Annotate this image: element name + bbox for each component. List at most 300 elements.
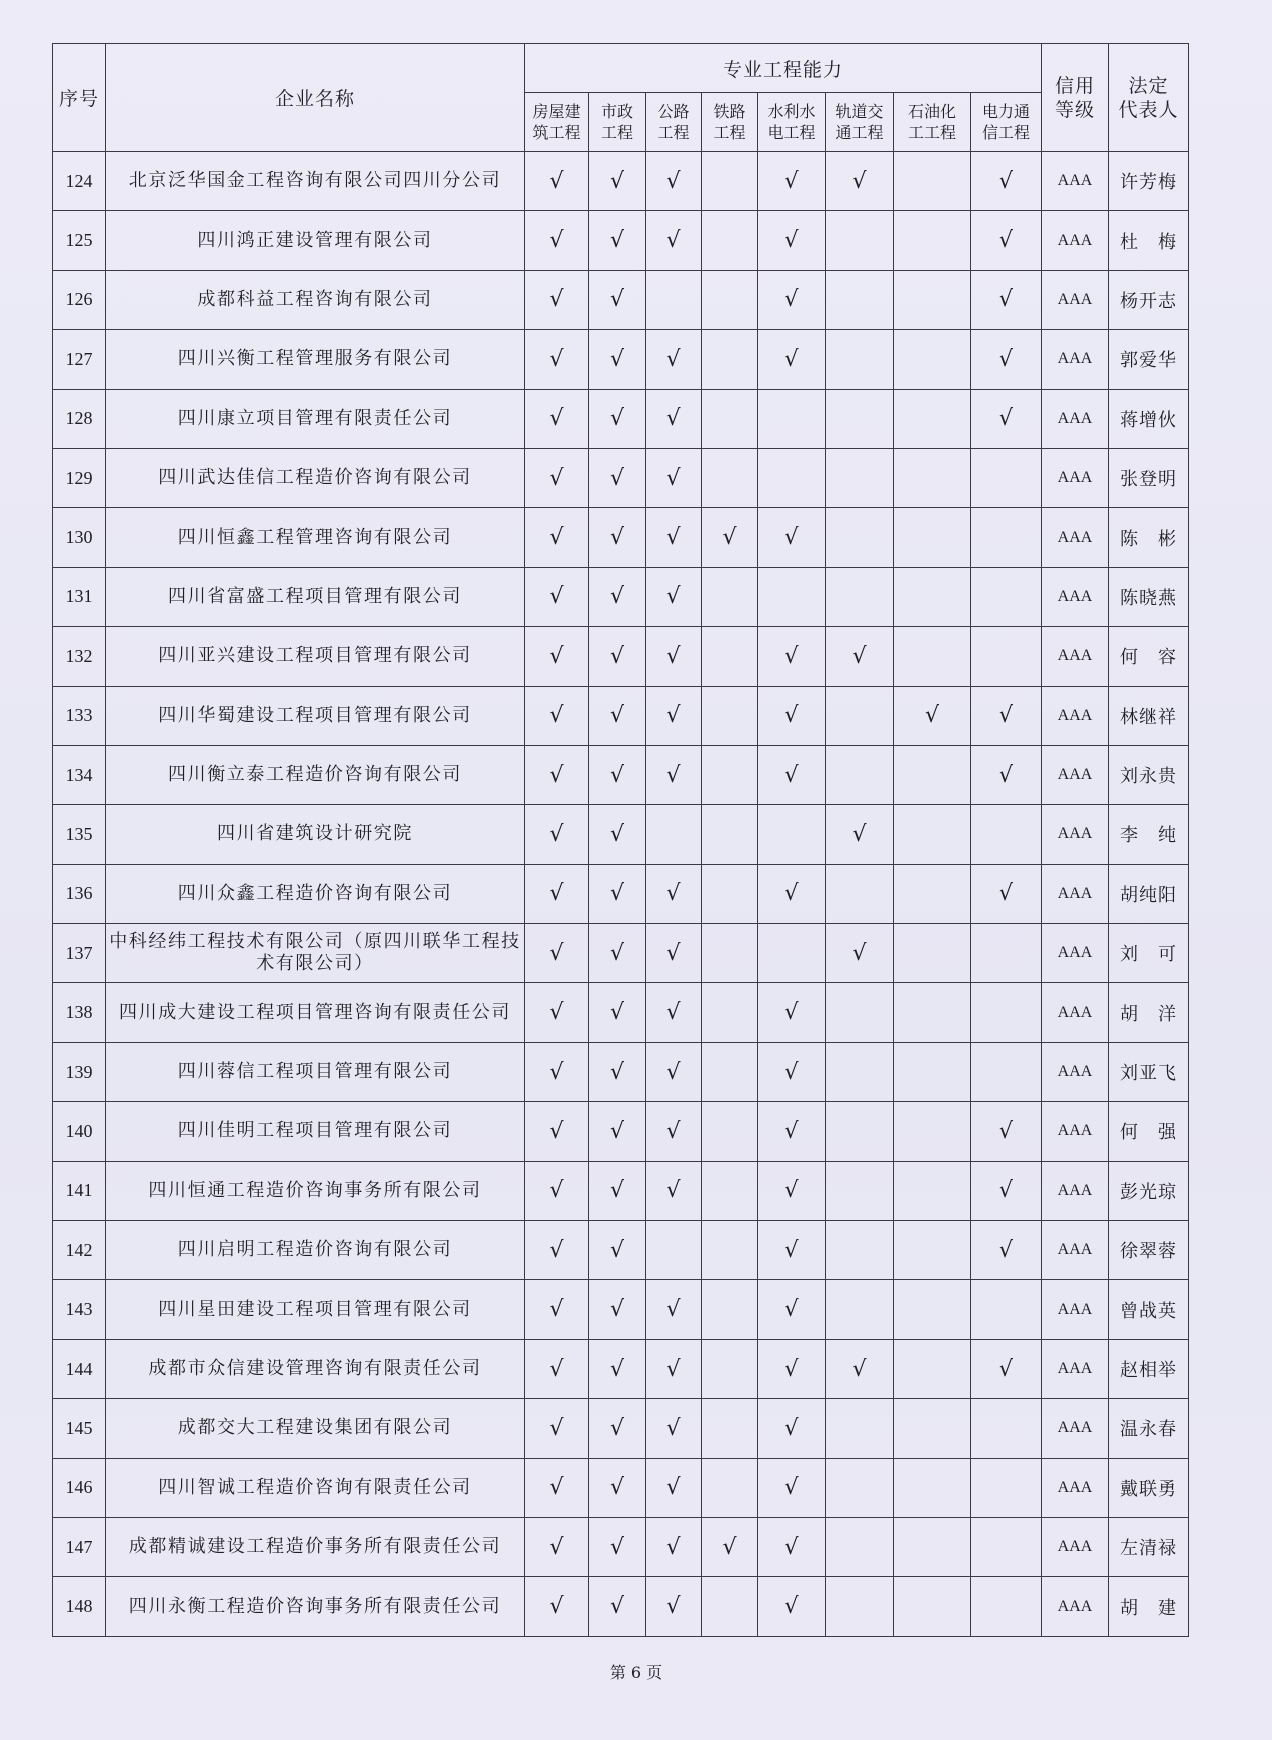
row-number: 142 — [53, 1221, 106, 1280]
capability-cell — [702, 805, 758, 864]
company-name: 四川省富盛工程项目管理有限公司 — [106, 567, 525, 626]
capability-cell — [971, 864, 1042, 923]
capability-cell — [894, 686, 971, 745]
row-number: 138 — [53, 983, 106, 1042]
capability-cell — [826, 1339, 894, 1398]
check-mark-icon: √ — [549, 525, 564, 551]
check-mark-icon: √ — [666, 406, 681, 432]
capability-cell — [826, 627, 894, 686]
capability-cell — [525, 1577, 589, 1636]
capability-cell — [758, 745, 826, 804]
capability-cell — [589, 1517, 646, 1576]
row-number: 143 — [53, 1280, 106, 1339]
capability-cell — [894, 805, 971, 864]
capability-cell — [589, 1102, 646, 1161]
check-mark-icon: √ — [666, 228, 681, 254]
header-capability-col-5-line2: 通工程 — [835, 123, 884, 142]
check-mark-icon: √ — [609, 287, 625, 313]
capability-cell — [702, 983, 758, 1042]
capability-cell — [589, 805, 646, 864]
capability-cell — [525, 1517, 589, 1576]
check-mark-icon: √ — [609, 1356, 625, 1382]
row-number: 139 — [53, 1042, 106, 1101]
capability-cell — [826, 745, 894, 804]
capability-cell — [646, 389, 702, 448]
credit-rating: AAA — [1042, 745, 1109, 804]
capability-cell — [702, 448, 758, 507]
check-mark-icon: √ — [784, 703, 799, 729]
check-mark-icon: √ — [924, 703, 940, 729]
capability-cell — [702, 1458, 758, 1517]
header-capability-col-0 — [525, 93, 589, 152]
check-mark-icon: √ — [998, 406, 1014, 432]
legal-representative: 陈晓燕 — [1109, 567, 1189, 626]
company-name: 四川佳明工程项目管理有限公司 — [106, 1102, 525, 1161]
check-mark-icon: √ — [666, 1000, 681, 1026]
check-mark-icon: √ — [666, 703, 681, 729]
check-mark-icon: √ — [609, 1059, 625, 1085]
capability-cell — [646, 270, 702, 329]
table-row — [53, 211, 1189, 270]
capability-cell — [525, 745, 589, 804]
header-capability-col-7-line2: 信工程 — [982, 123, 1031, 142]
header-capability-col-2 — [646, 93, 702, 152]
header-rep — [1109, 44, 1189, 152]
table-row — [53, 567, 1189, 626]
capability-cell — [589, 389, 646, 448]
check-mark-icon: √ — [784, 1059, 799, 1085]
header-capability-col-4-line2: 电工程 — [767, 123, 816, 142]
capability-cell — [971, 508, 1042, 567]
table-row — [53, 1280, 1189, 1339]
company-name: 四川智诚工程造价咨询有限责任公司 — [106, 1458, 525, 1517]
capability-cell — [589, 1577, 646, 1636]
legal-representative: 何 强 — [1109, 1102, 1189, 1161]
capability-cell — [702, 686, 758, 745]
capability-cell — [971, 1042, 1042, 1101]
check-mark-icon: √ — [666, 346, 681, 372]
credit-rating: AAA — [1042, 864, 1109, 923]
check-mark-icon: √ — [549, 762, 564, 788]
check-mark-icon: √ — [784, 1356, 799, 1382]
legal-representative: 杜 梅 — [1109, 211, 1189, 270]
capability-cell — [758, 627, 826, 686]
header-capability-col-2-line2: 工程 — [657, 123, 690, 142]
company-name: 四川永衡工程造价咨询事务所有限责任公司 — [106, 1577, 525, 1636]
capability-cell — [894, 211, 971, 270]
check-mark-icon: √ — [666, 168, 681, 194]
check-mark-icon: √ — [549, 584, 564, 610]
check-mark-icon: √ — [784, 1297, 799, 1323]
credit-rating: AAA — [1042, 1102, 1109, 1161]
company-name: 四川省建筑设计研究院 — [106, 805, 525, 864]
capability-cell — [894, 1517, 971, 1576]
capability-cell — [894, 1458, 971, 1517]
table-row — [53, 983, 1189, 1042]
capability-cell — [525, 152, 589, 211]
check-mark-icon: √ — [852, 1356, 867, 1382]
capability-cell — [758, 1102, 826, 1161]
capability-cell — [826, 1458, 894, 1517]
capability-cell — [702, 1280, 758, 1339]
capability-cell — [589, 1042, 646, 1101]
table-row — [53, 1339, 1189, 1398]
capability-cell — [826, 805, 894, 864]
company-name: 成都市众信建设管理咨询有限责任公司 — [106, 1339, 525, 1398]
capability-cell — [758, 686, 826, 745]
credit-rating: AAA — [1042, 1458, 1109, 1517]
capability-cell — [826, 924, 894, 983]
company-name: 四川众鑫工程造价咨询有限公司 — [106, 864, 525, 923]
capability-cell — [894, 1221, 971, 1280]
capability-cell — [826, 389, 894, 448]
capability-cell — [758, 1339, 826, 1398]
capability-cell — [646, 1339, 702, 1398]
legal-representative: 徐翠蓉 — [1109, 1221, 1189, 1280]
capability-cell — [826, 330, 894, 389]
check-mark-icon: √ — [852, 168, 867, 194]
header-capability-col-5-line1: 轨道交 — [835, 102, 884, 121]
check-mark-icon: √ — [549, 406, 564, 432]
check-mark-icon: √ — [549, 1118, 564, 1144]
legal-representative: 何 容 — [1109, 627, 1189, 686]
table-body — [53, 152, 1189, 1637]
check-mark-icon: √ — [549, 1475, 564, 1501]
capability-cell — [894, 745, 971, 804]
capability-cell — [758, 1221, 826, 1280]
legal-representative: 胡 洋 — [1109, 983, 1189, 1042]
capability-cell — [589, 864, 646, 923]
check-mark-icon: √ — [666, 1297, 681, 1323]
capability-cell — [646, 330, 702, 389]
header-rep-line2: 代表人 — [1118, 98, 1179, 121]
capability-cell — [971, 567, 1042, 626]
capability-cell — [525, 270, 589, 329]
capability-cell — [702, 508, 758, 567]
capability-cell — [826, 1517, 894, 1576]
capability-cell — [589, 211, 646, 270]
table-row — [53, 686, 1189, 745]
capability-cell — [525, 1161, 589, 1220]
legal-representative: 左清禄 — [1109, 1517, 1189, 1576]
check-mark-icon: √ — [784, 1475, 799, 1501]
capability-cell — [646, 1042, 702, 1101]
capability-cell — [894, 389, 971, 448]
credit-rating: AAA — [1042, 686, 1109, 745]
table-row — [53, 745, 1189, 804]
table-row — [53, 1161, 1189, 1220]
capability-cell — [525, 330, 589, 389]
credit-rating: AAA — [1042, 805, 1109, 864]
legal-representative: 林继祥 — [1109, 686, 1189, 745]
check-mark-icon: √ — [784, 1594, 799, 1620]
capability-cell — [971, 686, 1042, 745]
capability-cell — [758, 152, 826, 211]
legal-representative: 戴联勇 — [1109, 1458, 1189, 1517]
check-mark-icon: √ — [784, 1118, 799, 1144]
row-number: 145 — [53, 1399, 106, 1458]
table-row — [53, 805, 1189, 864]
capability-cell — [525, 924, 589, 983]
check-mark-icon: √ — [609, 1118, 625, 1144]
check-mark-icon: √ — [722, 525, 737, 551]
header-capability-col-1 — [589, 93, 646, 152]
company-name: 中科经纬工程技术有限公司（原四川联华工程技术有限公司） — [106, 924, 525, 983]
header-capability-col-1-line2: 工程 — [600, 123, 633, 142]
company-name: 四川武达佳信工程造价咨询有限公司 — [106, 448, 525, 507]
row-number: 125 — [53, 211, 106, 270]
row-number: 133 — [53, 686, 106, 745]
capability-cell — [826, 1102, 894, 1161]
capability-cell — [589, 152, 646, 211]
capability-cell — [894, 330, 971, 389]
check-mark-icon: √ — [549, 703, 564, 729]
capability-cell — [646, 1458, 702, 1517]
check-mark-icon: √ — [666, 643, 681, 669]
capability-cell — [525, 448, 589, 507]
credit-rating: AAA — [1042, 1399, 1109, 1458]
row-number: 146 — [53, 1458, 106, 1517]
check-mark-icon: √ — [998, 228, 1014, 254]
capability-cell — [971, 389, 1042, 448]
capability-cell — [894, 270, 971, 329]
legal-representative: 彭光琼 — [1109, 1161, 1189, 1220]
check-mark-icon: √ — [666, 940, 681, 966]
capability-cell — [646, 686, 702, 745]
check-mark-icon: √ — [666, 1178, 681, 1204]
header-credit-line1: 信用 — [1055, 74, 1096, 97]
header-capability-col-6-line2: 工工程 — [907, 123, 956, 142]
header-capability-col-5 — [826, 93, 894, 152]
capability-cell — [826, 864, 894, 923]
capability-cell — [646, 864, 702, 923]
capability-cell — [894, 152, 971, 211]
capability-cell — [894, 627, 971, 686]
company-name: 四川衡立泰工程造价咨询有限公司 — [106, 745, 525, 804]
table-row — [53, 330, 1189, 389]
capability-cell — [971, 1280, 1042, 1339]
credit-rating: AAA — [1042, 330, 1109, 389]
table-row — [53, 1102, 1189, 1161]
check-mark-icon: √ — [666, 584, 681, 610]
capability-cell — [971, 1577, 1042, 1636]
capability-cell — [589, 448, 646, 507]
capability-cell — [589, 745, 646, 804]
check-mark-icon: √ — [998, 1178, 1014, 1204]
capability-cell — [589, 1221, 646, 1280]
company-name: 四川恒鑫工程管理咨询有限公司 — [106, 508, 525, 567]
check-mark-icon: √ — [549, 1415, 564, 1441]
capability-cell — [702, 627, 758, 686]
capability-cell — [525, 567, 589, 626]
capability-cell — [826, 567, 894, 626]
capability-cell — [646, 508, 702, 567]
company-name: 四川华蜀建设工程项目管理有限公司 — [106, 686, 525, 745]
header-capability-col-7-line1: 电力通 — [982, 102, 1031, 121]
capability-cell — [702, 1577, 758, 1636]
check-mark-icon: √ — [609, 1178, 625, 1204]
company-name: 四川康立项目管理有限责任公司 — [106, 389, 525, 448]
check-mark-icon: √ — [549, 1000, 564, 1026]
credit-rating: AAA — [1042, 627, 1109, 686]
table-row — [53, 1399, 1189, 1458]
capability-cell — [758, 211, 826, 270]
capability-cell — [702, 211, 758, 270]
capability-cell — [702, 1339, 758, 1398]
row-number: 127 — [53, 330, 106, 389]
check-mark-icon: √ — [609, 584, 625, 610]
row-number: 148 — [53, 1577, 106, 1636]
capability-cell — [525, 864, 589, 923]
credit-rating: AAA — [1042, 983, 1109, 1042]
capability-cell — [589, 1458, 646, 1517]
header-credit — [1042, 44, 1109, 152]
check-mark-icon: √ — [998, 287, 1014, 313]
check-mark-icon: √ — [666, 1415, 681, 1441]
table-row — [53, 924, 1189, 983]
legal-representative: 刘 可 — [1109, 924, 1189, 983]
check-mark-icon: √ — [998, 762, 1014, 788]
capability-cell — [646, 1161, 702, 1220]
check-mark-icon: √ — [784, 346, 799, 372]
capability-cell — [646, 805, 702, 864]
check-mark-icon: √ — [549, 465, 564, 491]
capability-cell — [646, 627, 702, 686]
credit-rating: AAA — [1042, 924, 1109, 983]
check-mark-icon: √ — [549, 1178, 564, 1204]
check-mark-icon: √ — [784, 287, 799, 313]
check-mark-icon: √ — [722, 1534, 737, 1560]
capability-cell — [525, 1102, 589, 1161]
check-mark-icon: √ — [549, 1356, 564, 1382]
capability-cell — [758, 270, 826, 329]
capability-cell — [702, 389, 758, 448]
legal-representative: 许芳梅 — [1109, 152, 1189, 211]
check-mark-icon: √ — [609, 525, 625, 551]
check-mark-icon: √ — [784, 1000, 799, 1026]
capability-cell — [589, 1280, 646, 1339]
capability-cell — [525, 805, 589, 864]
capability-cell — [971, 448, 1042, 507]
table-row — [53, 1458, 1189, 1517]
capability-cell — [646, 567, 702, 626]
legal-representative: 李 纯 — [1109, 805, 1189, 864]
capability-cell — [758, 864, 826, 923]
check-mark-icon: √ — [549, 940, 564, 966]
header-capability-col-3 — [702, 93, 758, 152]
legal-representative: 杨开志 — [1109, 270, 1189, 329]
capability-cell — [702, 1399, 758, 1458]
header-capability-col-7 — [971, 93, 1042, 152]
capability-cell — [646, 1280, 702, 1339]
capability-cell — [894, 1399, 971, 1458]
credit-rating: AAA — [1042, 1161, 1109, 1220]
company-name: 四川星田建设工程项目管理有限公司 — [106, 1280, 525, 1339]
capability-cell — [758, 1161, 826, 1220]
check-mark-icon: √ — [666, 1059, 681, 1085]
check-mark-icon: √ — [609, 1594, 625, 1620]
capability-cell — [971, 1102, 1042, 1161]
capability-cell — [589, 924, 646, 983]
capability-cell — [589, 567, 646, 626]
capability-cell — [525, 1280, 589, 1339]
capability-cell — [971, 983, 1042, 1042]
check-mark-icon: √ — [549, 1237, 564, 1263]
capability-cell — [702, 270, 758, 329]
check-mark-icon: √ — [609, 1297, 625, 1323]
legal-representative: 赵相举 — [1109, 1339, 1189, 1398]
row-number: 137 — [53, 924, 106, 983]
legal-representative: 胡纯阳 — [1109, 864, 1189, 923]
capability-cell — [702, 745, 758, 804]
header-capability-col-4 — [758, 93, 826, 152]
check-mark-icon: √ — [784, 525, 799, 551]
capability-cell — [525, 686, 589, 745]
header-capability-col-4-line1: 水利水 — [767, 102, 816, 121]
capability-cell — [826, 1161, 894, 1220]
company-name: 四川鸿正建设管理有限公司 — [106, 211, 525, 270]
capability-cell — [589, 508, 646, 567]
capability-cell — [971, 1221, 1042, 1280]
capability-cell — [826, 1577, 894, 1636]
header-capability: 专业工程能力 — [525, 44, 1042, 93]
check-mark-icon: √ — [998, 168, 1014, 194]
capability-cell — [894, 1339, 971, 1398]
row-number: 140 — [53, 1102, 106, 1161]
capability-cell — [971, 627, 1042, 686]
legal-representative: 郭爱华 — [1109, 330, 1189, 389]
row-number: 130 — [53, 508, 106, 567]
capability-cell — [525, 508, 589, 567]
table-row — [53, 152, 1189, 211]
legal-representative: 张登明 — [1109, 448, 1189, 507]
check-mark-icon: √ — [852, 643, 867, 669]
capability-cell — [525, 983, 589, 1042]
credit-rating: AAA — [1042, 270, 1109, 329]
capability-cell — [646, 152, 702, 211]
capability-cell — [758, 983, 826, 1042]
row-number: 124 — [53, 152, 106, 211]
check-mark-icon: √ — [609, 346, 625, 372]
capability-cell — [758, 1042, 826, 1101]
check-mark-icon: √ — [609, 821, 625, 847]
check-mark-icon: √ — [784, 762, 799, 788]
credit-rating: AAA — [1042, 508, 1109, 567]
capability-cell — [702, 330, 758, 389]
check-mark-icon: √ — [609, 940, 625, 966]
capability-cell — [971, 924, 1042, 983]
check-mark-icon: √ — [609, 465, 625, 491]
check-mark-icon: √ — [998, 1356, 1014, 1382]
capability-cell — [589, 1399, 646, 1458]
capability-cell — [758, 330, 826, 389]
capability-cell — [646, 1517, 702, 1576]
capability-cell — [894, 1042, 971, 1101]
credit-rating: AAA — [1042, 1577, 1109, 1636]
credit-rating: AAA — [1042, 448, 1109, 507]
company-name: 成都精诚建设工程造价事务所有限责任公司 — [106, 1517, 525, 1576]
check-mark-icon: √ — [549, 168, 564, 194]
check-mark-icon: √ — [666, 1356, 681, 1382]
check-mark-icon: √ — [609, 762, 625, 788]
capability-cell — [826, 1399, 894, 1458]
header-capability-col-1-line1: 市政 — [600, 102, 633, 121]
check-mark-icon: √ — [549, 1059, 564, 1085]
table-row — [53, 627, 1189, 686]
row-number: 131 — [53, 567, 106, 626]
header-company: 企业名称 — [106, 44, 525, 152]
company-name: 四川成大建设工程项目管理咨询有限责任公司 — [106, 983, 525, 1042]
